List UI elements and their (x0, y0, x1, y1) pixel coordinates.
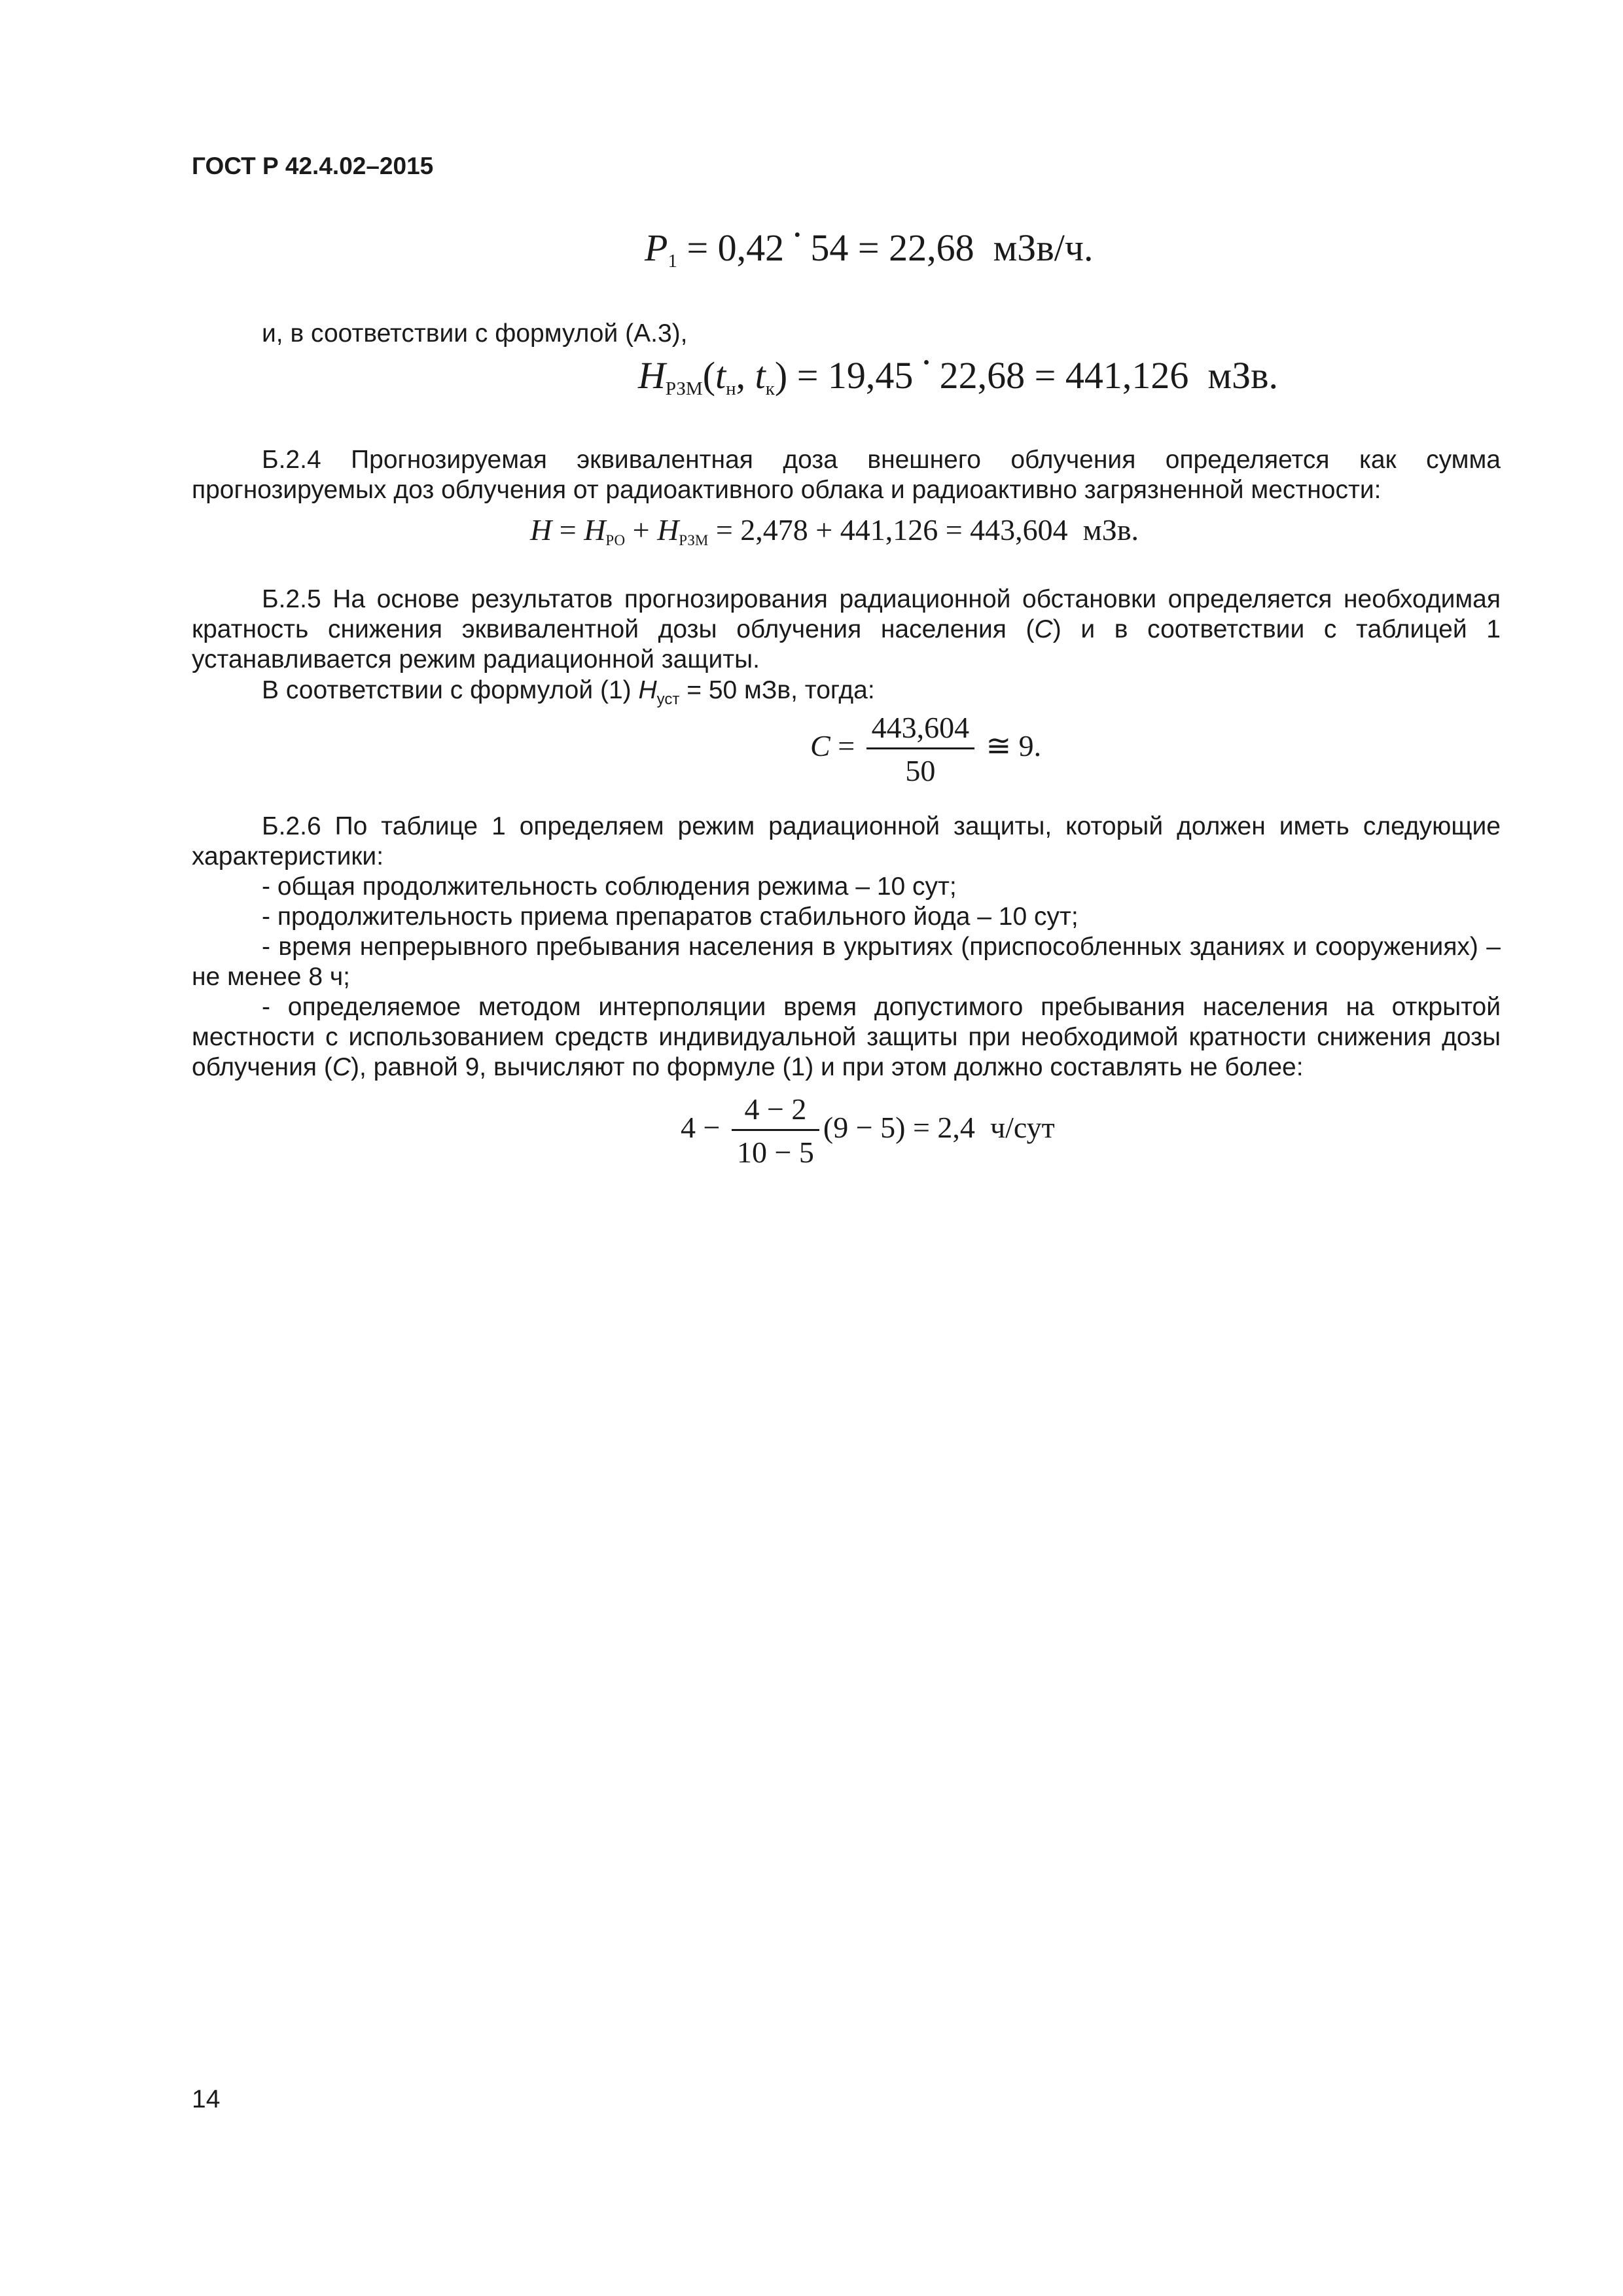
formula-unit: ч/сут (990, 1111, 1055, 1145)
section-b24-text: Б.2.4 Прогнозируемая эквивалентная доза внешнего облучения определяется как сумма прогнозируемых доз облучения от радиоактивного облака и радиоактивно загрязненной местности: (192, 446, 1501, 504)
formula-symbol: C (810, 729, 830, 763)
denominator: 50 (905, 754, 936, 787)
formula-subscript: 1 (668, 251, 677, 272)
section-b25-text (192, 584, 1501, 675)
text-run: = 50 мЗв, тогда: (679, 676, 875, 704)
formula-symbol: t (715, 354, 726, 397)
formula-interpolation (681, 1092, 1055, 1170)
formula-unit: мЗв. (1082, 513, 1139, 547)
page-number: 14 (192, 2085, 221, 2113)
text-run: ) и в соответствии с таблицей 1 устанавливается режим радиационной защиты. (192, 615, 1501, 673)
fraction (866, 710, 975, 788)
formula-symbol: H (530, 513, 552, 547)
formula-symbol: H (657, 513, 679, 547)
formula-symbol: t (755, 354, 766, 397)
comma: , (736, 354, 755, 397)
bullet-item: - продолжительность приема препаратов стабильного йода – 10 сут; (262, 903, 1079, 931)
symbol-h: H (638, 676, 657, 704)
text-run: - определяемое методом интерполяции время допустимого пребывания населения на открытой местности с использованием средств индивидуальной защиты при необходимой кратности снижения дозы облучения ( (192, 993, 1501, 1081)
formula-part: 22,68 = 441,126 (939, 354, 1189, 397)
formula-part: 4 − (681, 1111, 721, 1145)
bullet-item: - время непрерывного пребывания населения в укрытиях (приспособленных зданиях и сооружениях) – не менее 8 ч; (192, 933, 1501, 991)
formula-part: (9 − 5) = 2,4 (823, 1111, 975, 1145)
multiply-dot: · (791, 213, 804, 256)
formula-h-rzm (638, 340, 1279, 400)
formula-p1 (645, 213, 1094, 272)
fraction (732, 1092, 819, 1170)
formula-symbol: H (638, 354, 666, 397)
multiply-dot: · (919, 340, 933, 384)
formula-subscript: к (765, 378, 775, 400)
denominator: 10 − 5 (736, 1136, 814, 1169)
formula-part: = 2,478 + 441,126 = 443,604 (715, 513, 1068, 547)
formula-subscript: РЗМ (665, 378, 703, 400)
section-b25-line2 (262, 675, 875, 715)
section-b26-text: Б.2.6 По таблице 1 определяем режим радиационной защиты, который должен иметь следующие характеристики: (192, 812, 1501, 870)
formula-part: = 19,45 (796, 354, 914, 397)
intro-text: и, в соответствии с формулой (А.3), (262, 319, 688, 348)
numerator: 4 − 2 (732, 1092, 819, 1131)
text-run: ), равной 9, вычисляют по формуле (1) и при этом должно составлять не более: (350, 1053, 1304, 1081)
formula-subscript: РО (605, 532, 626, 549)
formula-part: ≅ 9. (986, 729, 1042, 763)
bullet-item (192, 992, 1501, 1083)
formula-symbol: P (645, 226, 668, 269)
formula-symbol: H (584, 513, 606, 547)
paren-open: ( (702, 354, 716, 397)
formula-part: = (838, 729, 855, 763)
formula-h-total (530, 512, 1139, 549)
formula-unit: мЗв/ч. (993, 226, 1094, 269)
subscript-ust: уст (656, 690, 680, 708)
text-run: Б.2.5 На основе результатов прогнозирования радиационной обстановки определяется необходимая кратность снижения эквивалентной дозы облучения населения ( (192, 585, 1501, 643)
symbol-c: С (1034, 615, 1053, 643)
formula-c (810, 710, 1041, 788)
symbol-c: С (332, 1053, 351, 1081)
document-id-header: ГОСТ Р 42.4.02–2015 (192, 152, 434, 179)
numerator: 443,604 (866, 710, 975, 749)
formula-subscript: РЗМ (679, 532, 709, 549)
formula-part: = (559, 513, 577, 547)
formula-part: + (632, 513, 650, 547)
text-run: В соответствии с формулой (1) (262, 676, 639, 704)
paren-close: ) (774, 354, 788, 397)
formula-part: = 0,42 (687, 226, 785, 269)
formula-unit: мЗв. (1207, 354, 1279, 397)
formula-part: 54 = 22,68 (810, 226, 974, 269)
bullet-item: - общая продолжительность соблюдения режима – 10 сут; (262, 872, 957, 901)
formula-subscript: н (726, 378, 736, 400)
